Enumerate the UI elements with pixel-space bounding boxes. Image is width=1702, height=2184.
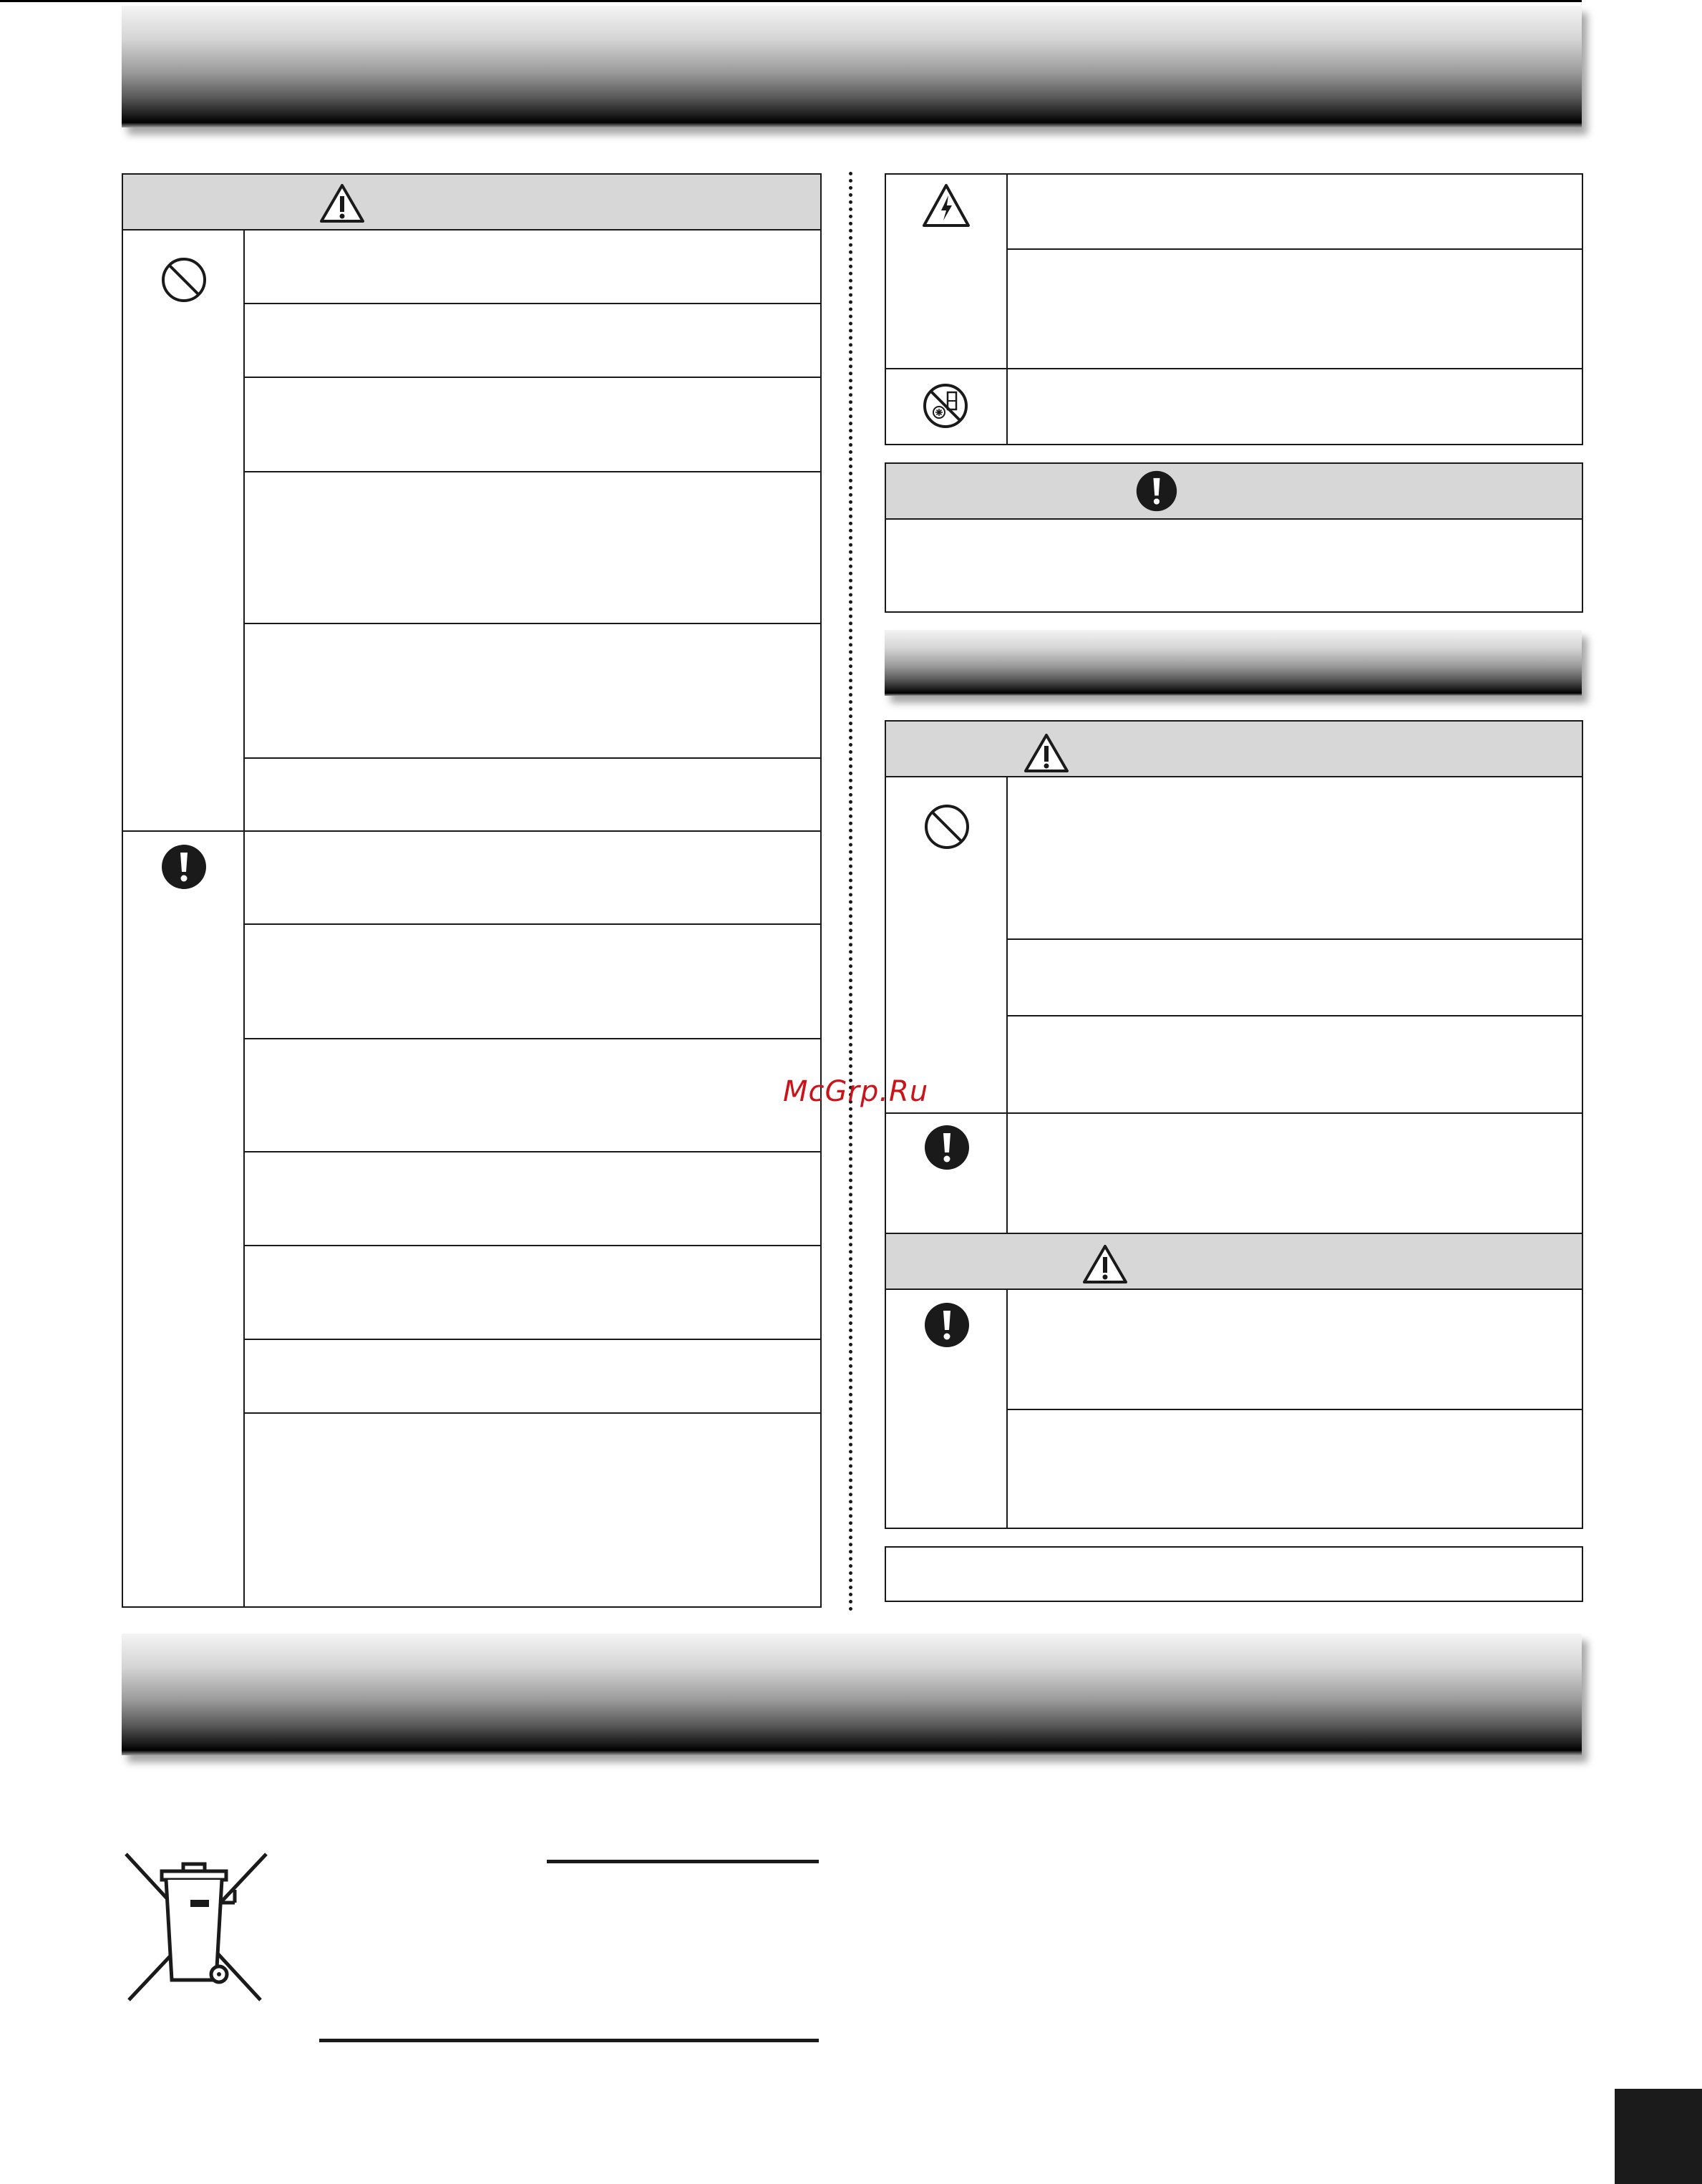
prohibition-icon — [923, 803, 971, 850]
warning-table-left — [122, 173, 822, 1608]
warning-triangle-icon — [319, 183, 365, 223]
icon-column-divider — [1006, 175, 1008, 444]
row-divider — [245, 1339, 820, 1340]
note-box — [885, 1546, 1583, 1602]
row-divider — [245, 377, 820, 378]
crossed-out-bin-icon — [120, 1851, 271, 2001]
group-divider — [886, 1112, 1582, 1114]
page-tab — [1615, 2089, 1702, 2184]
no-water-wash-icon — [922, 382, 969, 429]
row-divider — [1008, 938, 1582, 940]
warning-triangle-icon — [1082, 1244, 1128, 1284]
mandatory-exclamation-icon — [923, 1124, 971, 1171]
prohibition-icon — [160, 256, 208, 304]
warning-table-right-header — [886, 722, 1582, 777]
row-divider — [245, 1151, 820, 1152]
watermark: McGrp.Ru — [783, 1075, 929, 1108]
top-rule — [0, 0, 1582, 2]
top-section-banner — [122, 6, 1582, 127]
row-divider — [245, 1245, 820, 1246]
row-divider — [245, 623, 820, 624]
caution-box-header — [886, 464, 1582, 520]
row-divider — [245, 1038, 820, 1039]
icon-column-divider — [1006, 777, 1008, 1233]
mandatory-exclamation-icon — [923, 1301, 971, 1349]
warning-table-left-header — [123, 175, 820, 230]
row-divider — [1008, 248, 1582, 250]
row-divider — [245, 1412, 820, 1414]
electric-warning-box — [885, 173, 1583, 445]
row-divider — [245, 923, 820, 925]
mandatory-exclamation-icon — [1135, 470, 1178, 513]
group-divider — [123, 830, 820, 832]
bottom-section-banner — [122, 1634, 1582, 1755]
electric-shock-icon — [922, 183, 971, 228]
lower-rule — [319, 2039, 819, 2042]
row-divider — [245, 303, 820, 304]
upper-rule — [547, 1860, 819, 1863]
row-divider — [1008, 1409, 1582, 1410]
row-divider — [886, 368, 1582, 369]
right-section-banner — [885, 630, 1582, 696]
icon-column-divider — [243, 230, 245, 1606]
row-divider — [245, 757, 820, 759]
caution-subheader — [886, 1233, 1582, 1290]
row-divider — [245, 471, 820, 472]
column-separator — [849, 172, 852, 1612]
mandatory-exclamation-icon — [160, 843, 208, 890]
warning-table-right — [885, 720, 1583, 1529]
row-divider — [1008, 1015, 1582, 1016]
warning-triangle-icon — [1023, 733, 1069, 773]
